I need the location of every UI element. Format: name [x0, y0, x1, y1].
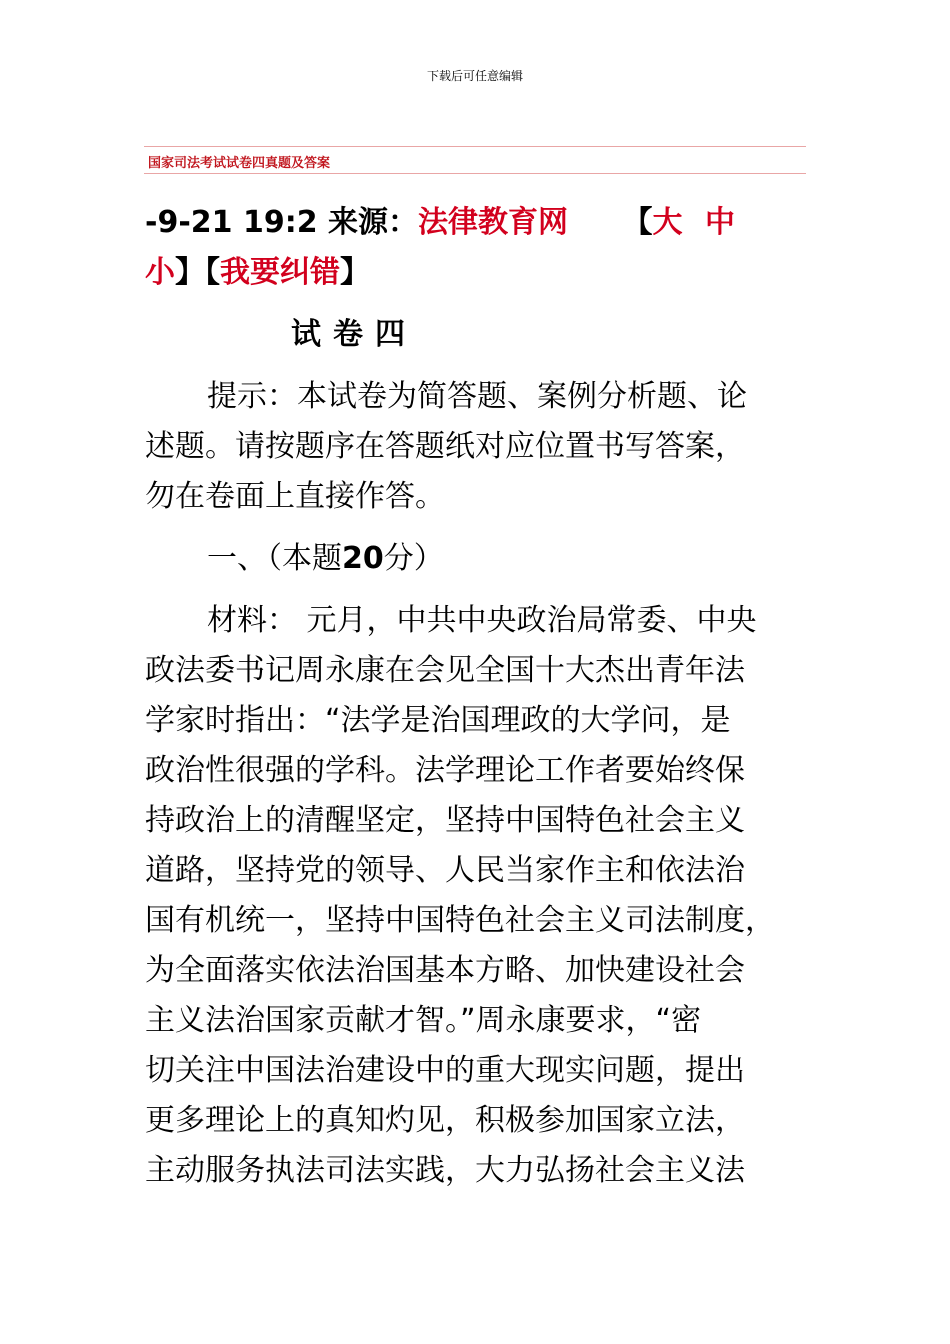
section-prefix: 一、（本题	[207, 541, 342, 576]
material-line: 政治性很强的学科。法学理论工作者要始终保	[145, 753, 745, 788]
report-bracket-open: 【	[205, 255, 220, 290]
publish-date: -9-21 19:2	[145, 205, 318, 240]
material-line: 主义法治国家贡献才智。”周永康要求，“密	[145, 1003, 702, 1038]
hint-paragraph	[145, 372, 825, 522]
section-points: 20	[342, 541, 384, 576]
material-line: 政法委书记周永康在会见全国十大杰出青年法	[145, 653, 745, 688]
font-size-medium-link[interactable]: 中	[704, 205, 735, 240]
font-size-bracket-open: 【	[622, 205, 653, 240]
font-size-small-link[interactable]: 小	[145, 255, 175, 290]
material-line: 国有机统一，坚持中国特色社会主义司法制度，	[145, 903, 775, 938]
hint-line: 述题。请按题序在答题纸对应位置书写答案，	[145, 429, 745, 464]
article-body	[145, 198, 825, 1196]
material-line: 材料： 元月，中共中央政治局常委、中央	[207, 603, 757, 638]
report-bracket-close: 】	[340, 255, 370, 290]
font-size-bracket-close: 】	[175, 255, 205, 290]
source-label: 来源：	[328, 205, 419, 240]
material-line: 更多理论上的真知灼见，积极参加国家立法，	[145, 1103, 745, 1138]
material-line: 切关注中国法治建设中的重大现实问题，提出	[145, 1053, 745, 1088]
material-line: 主动服务执法司法实践，大力弘扬社会主义法	[145, 1153, 745, 1188]
source-link[interactable]: 法律教育网	[418, 205, 569, 240]
page-header-note: 下载后可任意编辑	[426, 69, 523, 83]
article-meta	[145, 198, 825, 298]
material-line: 为全面落实依法治国基本方略、加快建设社会	[145, 953, 745, 988]
section-suffix: 分）	[383, 541, 444, 576]
material-line: 学家时指出：“法学是治国理政的大学问，是	[145, 703, 731, 738]
section-heading	[145, 534, 825, 584]
article-title: 国家司法考试试卷四真题及答案	[148, 156, 331, 171]
material-paragraph	[145, 596, 825, 1196]
article-title-bar	[144, 146, 806, 174]
report-error-link[interactable]: 我要纠错	[220, 255, 340, 290]
material-line: 持政治上的清醒坚定，坚持中国特色社会主义	[145, 803, 745, 838]
font-size-large-link[interactable]: 大	[652, 205, 683, 240]
exam-title: 试卷四	[291, 317, 417, 352]
material-line: 道路，坚持党的领导、人民当家作主和依法治	[145, 853, 745, 888]
hint-line: 提示：本试卷为简答题、案例分析题、论	[207, 379, 747, 414]
hint-line: 勿在卷面上直接作答。	[145, 479, 445, 514]
